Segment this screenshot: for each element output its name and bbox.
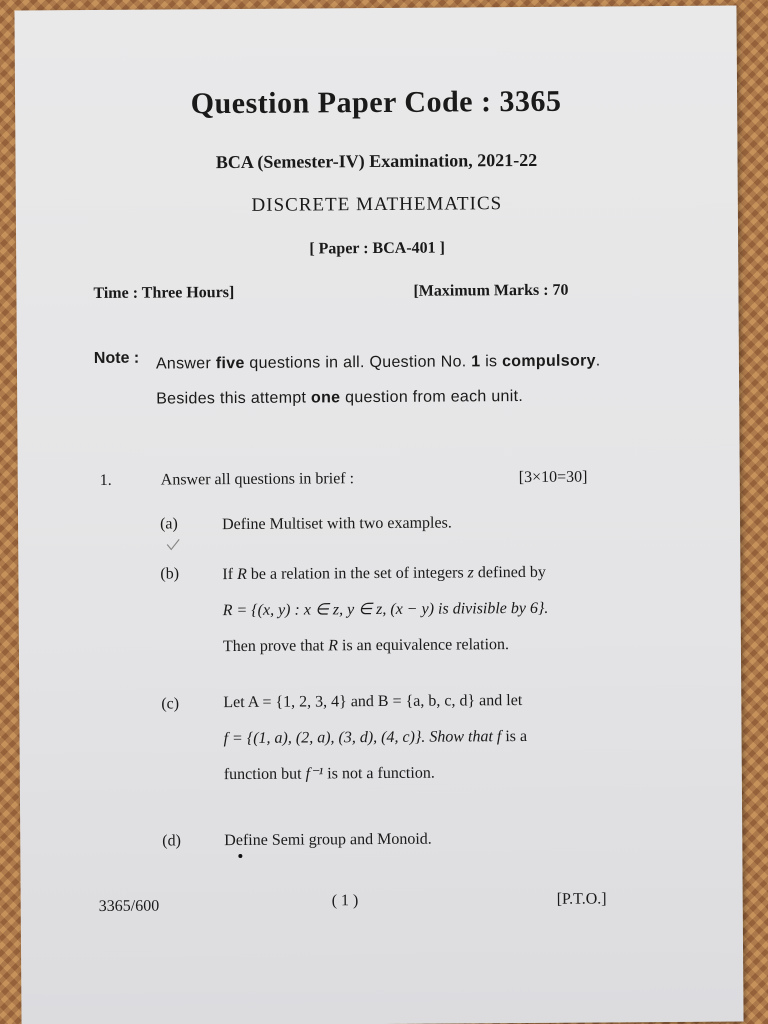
text-run: is a <box>501 727 528 746</box>
paper-number: [ Paper : BCA-401 ] <box>309 239 446 258</box>
footer-page-number: ( 1 ) <box>331 892 359 910</box>
exam-name: BCA (Semester-IV) Examination, 2021-22 <box>215 149 538 173</box>
text-run: defined by <box>473 563 546 582</box>
part-b-text <box>222 554 623 665</box>
part-c-label: (c) <box>161 695 180 713</box>
math-var: R <box>237 565 247 583</box>
text-run: function but <box>223 765 306 784</box>
note-bold: five <box>215 354 245 373</box>
note-label: Note : <box>93 349 140 367</box>
note-part: question from each unit. <box>340 387 524 407</box>
text-run: is not a function. <box>323 764 435 783</box>
text-run: If <box>222 565 238 584</box>
ink-dot <box>238 854 242 858</box>
note-part: . Besides this attempt <box>156 352 601 408</box>
part-b-line2: R = {(x, y) : x ∈ z, y ∈ z, (x − y) is divisible by 6}. <box>222 599 549 620</box>
part-b-line1 <box>222 554 622 593</box>
note-bold: compulsory <box>502 352 596 371</box>
note-part: questions in all. Question No. <box>244 353 472 372</box>
math-var: f⁻¹ <box>305 765 324 783</box>
footer-paper-code: 3365/600 <box>98 897 160 915</box>
part-a-label: (a) <box>159 515 178 533</box>
math-var: z <box>467 564 474 582</box>
subject-name: DISCRETE MATHEMATICS <box>251 193 503 216</box>
handwritten-tick-icon <box>165 537 181 551</box>
footer-pto: [P.T.O.] <box>556 890 607 908</box>
part-c-line2 <box>223 718 623 757</box>
math-var: f <box>496 728 502 746</box>
part-d-text: Define Semi group and Monoid. <box>224 830 432 850</box>
part-a-text: Define Multiset with two examples. <box>221 514 452 534</box>
question-number: 1. <box>99 471 112 489</box>
text-run: Then prove that <box>222 637 329 656</box>
maximum-marks: [Maximum Marks : 70 <box>413 281 569 300</box>
paper-title: Question Paper Code : 3365 <box>190 84 562 121</box>
part-b-label: (b) <box>160 565 180 583</box>
question-marks: [3×10=30] <box>518 468 588 487</box>
part-c-text <box>223 682 624 793</box>
text-run: be a relation in the set of integers <box>246 564 468 583</box>
math-var: R <box>328 637 339 655</box>
part-b-line3 <box>223 626 623 665</box>
note-bold: one <box>310 389 341 407</box>
note-part: Answer <box>155 355 216 373</box>
text-run: f = {(1, a), (2, a), (3, d), (4, c)}. Show that <box>223 728 497 748</box>
part-d-label: (d) <box>162 832 181 850</box>
part-c-line1: Let A = {1, 2, 3, 4} and B = {a, b, c, d} and let <box>223 692 523 712</box>
note-text <box>156 343 616 416</box>
time-allowed: Time : Three Hours] <box>93 284 235 302</box>
text-run: is an equivalence relation. <box>337 636 510 655</box>
note-part: is <box>480 353 503 371</box>
question-paper-sheet <box>14 5 743 1024</box>
part-c-line3 <box>224 754 624 793</box>
question-text: Answer all questions in brief : <box>160 470 355 489</box>
note-bold: 1 <box>471 353 481 371</box>
